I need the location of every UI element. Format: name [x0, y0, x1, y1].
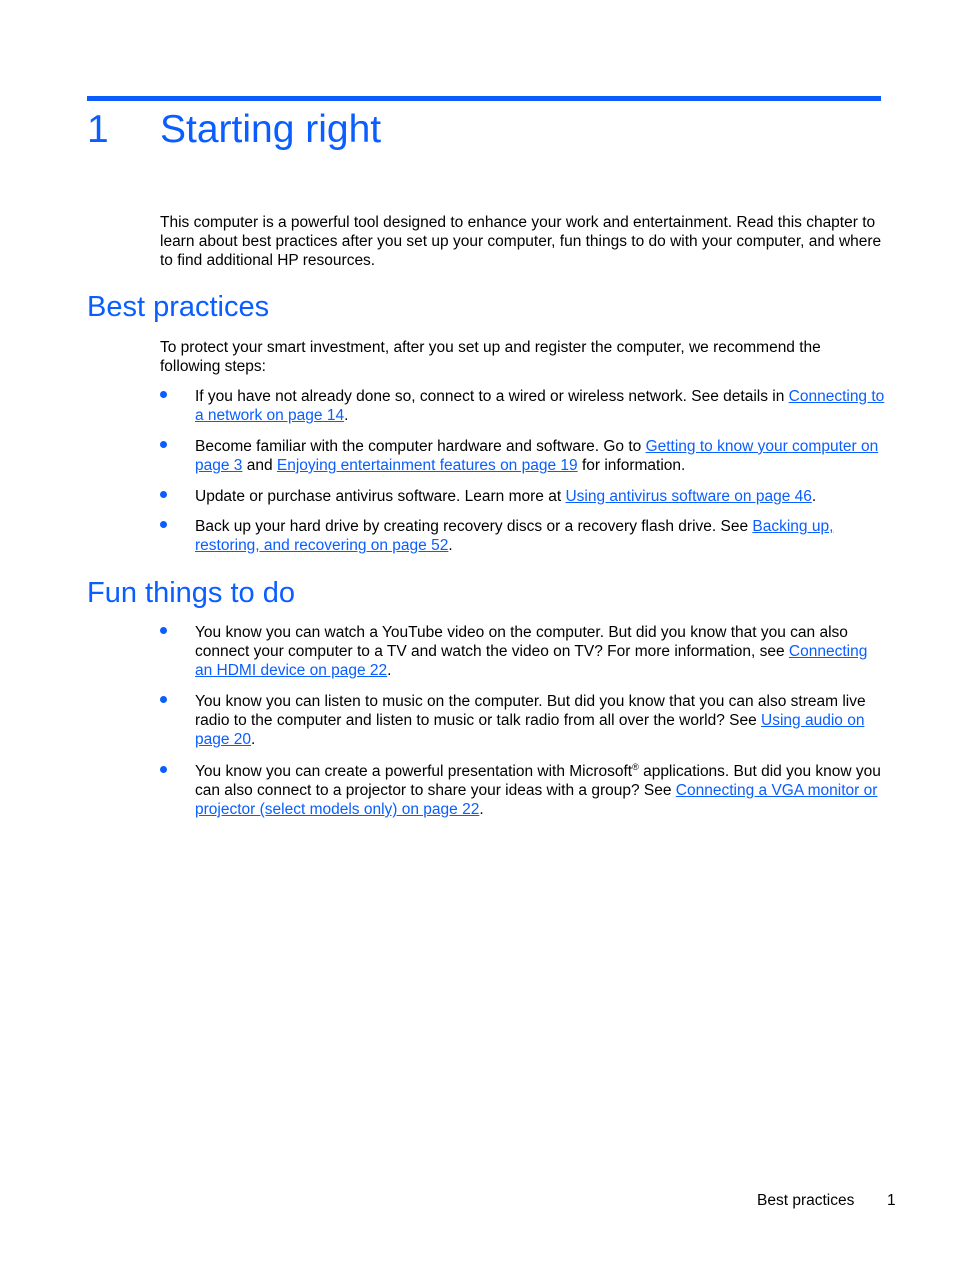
bullet-dot: [160, 696, 167, 703]
intro-paragraph: This computer is a powerful tool designed to enhance your work and entertainment. Read this chapter to learn about best practices after you set up your computer, fun things to do with your computer, and where to find additional HP resources.: [160, 214, 882, 269]
link-backing-up[interactable]: Backing up, restoring, and recovering on page 52: [195, 518, 834, 554]
list-item: Become familiar with the computer hardware and software. Go to Getting to know your computer on page 3 and Enjoying entertainment features on page 19 for information.: [195, 437, 885, 475]
list-item: You know you can watch a YouTube video on the computer. But did you know that you can also connect your computer to a TV and watch the video on TV? For more information, see Connecting an HDMI device on page 22.: [195, 623, 885, 680]
best-practices-intro: To protect your smart investment, after you set up and register the computer, we recommend the following steps:: [160, 339, 821, 375]
chapter-rule: [87, 96, 881, 101]
bullet-dot: [160, 766, 167, 773]
bullet-dot: [160, 391, 167, 398]
link-connecting-network[interactable]: Connecting to a network on page 14: [195, 388, 885, 424]
list-item: If you have not already done so, connect to a wired or wireless network. See details in Connecting to a network on page 14.: [195, 387, 885, 425]
bullet-dot: [160, 441, 167, 448]
link-using-audio[interactable]: Using audio on page 20: [195, 712, 865, 748]
list-item: You know you can listen to music on the computer. But did you know that you can also stream live radio to the computer and listen to music or talk radio from all over the world? See Using audio on page 20.: [195, 692, 885, 749]
chapter-title: Starting right: [160, 108, 382, 151]
footer-page-number: 1: [887, 1192, 896, 1209]
best-practices-heading: Best practices: [87, 291, 270, 323]
list-item: Update or purchase antivirus software. Learn more at Using antivirus software on page 46.: [195, 487, 885, 506]
link-antivirus-software[interactable]: Using antivirus software on page 46: [565, 488, 812, 505]
link-vga-monitor[interactable]: Connecting a VGA monitor or projector (select models only) on page 22: [195, 782, 878, 818]
bullet-dot: [160, 627, 167, 634]
bullet-dot: [160, 521, 167, 528]
registered-mark: ®: [632, 761, 639, 772]
chapter-heading: [87, 104, 381, 156]
bullet-dot: [160, 491, 167, 498]
link-getting-to-know-computer[interactable]: Getting to know your computer on page 3: [195, 438, 879, 474]
fun-things-heading: Fun things to do: [87, 577, 295, 609]
chapter-number: 1: [87, 108, 109, 151]
link-entertainment-features[interactable]: Enjoying entertainment features on page 19: [276, 457, 578, 474]
list-item: You know you can create a powerful presentation with Microsoft® applications. But did you know you can also connect to a projector to share your ideas with a group? See Connecting a VGA monitor or projector (select models only) on page 22.: [195, 762, 885, 819]
list-item: Back up your hard drive by creating recovery discs or a recovery flash drive. See Backing up, restoring, and recovering on page 52.: [195, 517, 885, 555]
footer-section-title: Best practices: [757, 1192, 855, 1209]
link-hdmi-device[interactable]: Connecting an HDMI device on page 22: [195, 643, 868, 679]
